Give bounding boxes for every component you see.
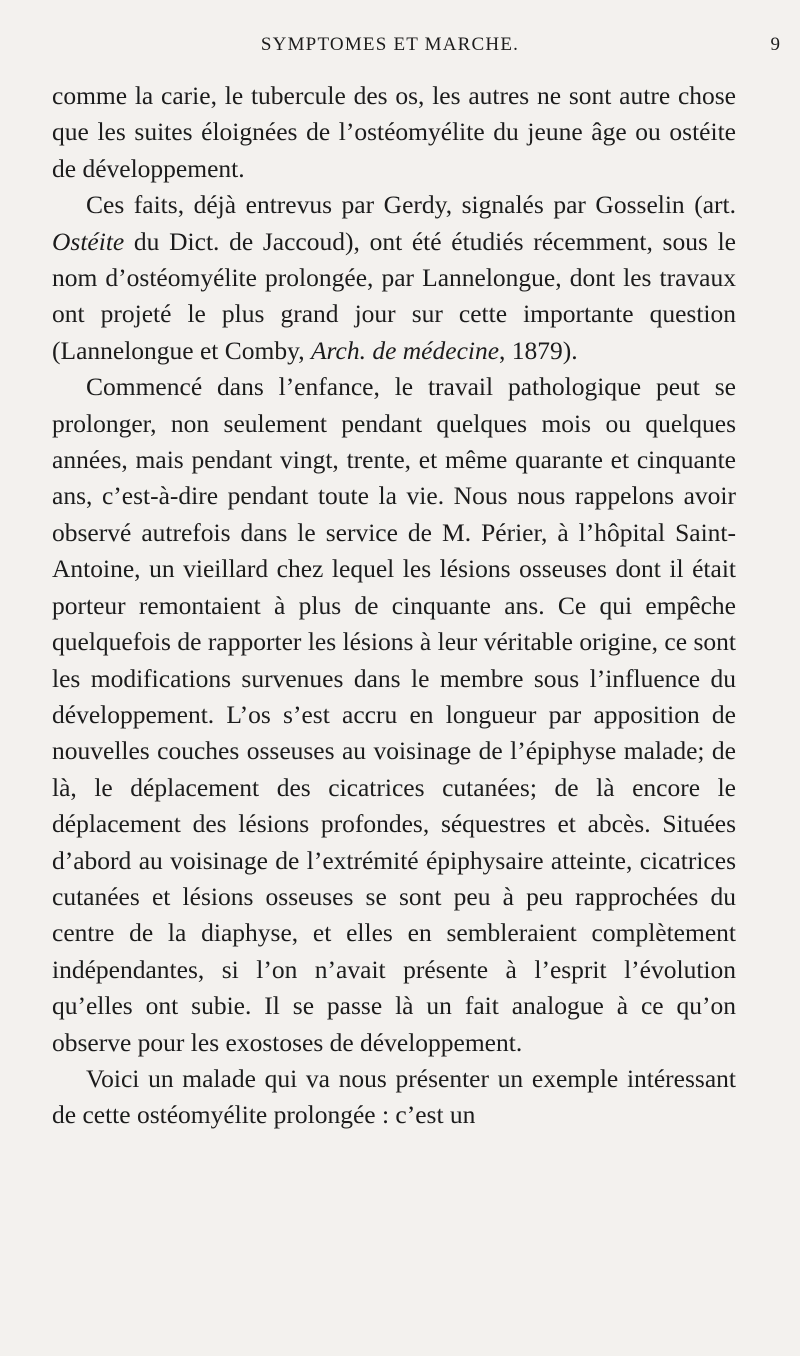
paragraph-4 bbox=[52, 1061, 736, 1134]
paragraph-text: Commencé dans l’enfance, le travail pathologique peut se prolonger, non seulement pendant quelques mois ou quelques années, mais pendant vingt, trente, et même quarante et cinquante ans, c’est-à-dire pendant toute la vie. Nous nous rappelons avoir observé autrefois dans le service de M. Périer, à l’hôpital Saint-Antoine, un vieillard chez lequel les lésions osseuses dont il était porteur remontaient à plus de cinquante ans. Ce qui empêche quelquefois de rapporter les lésions à leur véritable origine, ce sont les modifications survenues dans le membre sous l’influence du développement. L’os s’est accru en longueur par apposition de nouvelles couches osseuses au voisinage de l’épiphyse malade; de là, le déplacement des cicatrices cutanées; de là encore le déplacement des lésions profondes, séquestres et abcès. Situées d’abord au voisinage de l’extrémité épiphysaire atteinte, cicatrices cutanées et lésions osseuses se sont peu à peu rapprochées du centre de la diaphyse, et elles en sembleraient complètement indépendantes, si l’on n’avait présente à l’esprit l’évolution qu’elles ont subie. Il se passe là un fait analogue à ce qu’on observe pour les exostoses de développement. bbox=[52, 372, 736, 1057]
paragraph-text: comme la carie, le tubercule des os, les autres ne sont autre chose que les suites éloignées de l’ostéomyélite du jeune âge ou ostéite de développement. bbox=[52, 81, 736, 183]
paragraph-3 bbox=[52, 369, 736, 1061]
page-number: 9 bbox=[770, 34, 780, 55]
paragraph-text: , 1879). bbox=[499, 335, 578, 365]
paragraph-text: Ces faits, déjà entrevus par Gerdy, signalés par Gosselin (art. bbox=[86, 190, 736, 220]
italic-reference: Ostéite bbox=[52, 226, 125, 256]
body-text bbox=[52, 78, 736, 1134]
paragraph-2 bbox=[52, 187, 736, 369]
running-title: SYMPTOMES ET MARCHE. bbox=[260, 34, 520, 55]
italic-reference: Arch. de médecine bbox=[310, 335, 500, 365]
running-head bbox=[40, 34, 780, 62]
paragraph-text: Voici un malade qui va nous présenter un exemple intéressant de cette ostéomyélite prolongée : c’est un bbox=[52, 1063, 736, 1130]
paragraph-1 bbox=[52, 78, 736, 187]
paragraph-text: du Dict. de Jaccoud), ont été étudiés récemment, sous le nom d’ostéomyélite prolongée, par Lannelongue, dont les travaux ont projeté le plus grand jour sur cette importante question (Lannelongue et Comby, bbox=[52, 226, 736, 365]
